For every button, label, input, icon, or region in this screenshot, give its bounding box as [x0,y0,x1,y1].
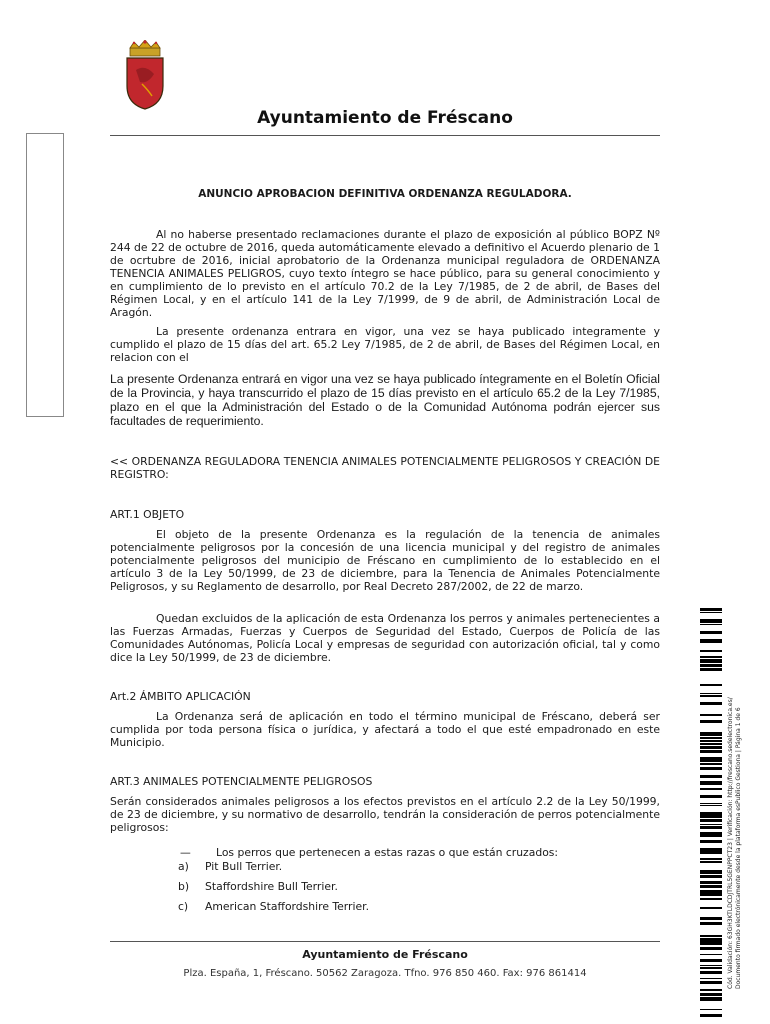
barcode-icon [700,608,722,1018]
footer-divider [110,941,660,942]
announcement-paragraph-2: La presente ordenanza entrara en vigor, una vez se haya publicado integramente y cumplido el plazo de 15 días del art. 65.2 Ley 7/1985, de 2 de abril, de Bases del Régimen Local, en relacion con el [110,325,660,364]
art3-paragraph-1: Serán considerados animales peligrosos a los efectos previstos en el artículo 2.2 de la Ley 50/1999, de 23 de diciembre, y su normativo de desarrollo, tendrán la consideración de perros potencialmente peligrosos: [110,795,660,834]
shield-icon [127,58,163,109]
art3-title: ART.3 ANIMALES POTENCIALMENTE PELIGROSOS [110,775,373,788]
art1-paragraph-2: Quedan excluidos de la aplicación de esta Ordenanza los perros y animales pertenecientes a las Fuerzas Armadas, Fuerzas y Cuerpos de Seguridad del Estado, Cuerpos de Policía de las Comunidades Autónomas, Policía Local y empresas de seguridad con autorización oficial, tal y como dice la Ley 50/1999, de 23 de diciembre. [110,612,660,664]
art2-paragraph-1: La Ordenanza será de aplicación en todo el término municipal de Fréscano, deberá ser cumplida por toda persona física o jurídica, y afectará a todo el que esté empadronado en este Municipio. [110,710,660,749]
footer-title: Ayuntamiento de Fréscano [302,948,468,961]
margin-box [26,133,64,417]
breed-name: American Staffordshire Terrier. [205,900,370,913]
announcement-paragraph-3: La presente Ordenanza entrará en vigor una vez se haya publicado íntegramente en el Boletín Oficial de la Provincia, y haya transcurrido el plazo de 15 días previsto en el artículo 65.2 de la Ley 7/1985, plazo en el que la Administración del Estado o de la Comunidad Autónoma podrán ejercer sus facultades de requerimiento. [110,372,660,428]
validation-line-1: Cód. Validación: 63GH3KTLDCDJTRL5GENPPCT23 | Verificación: http://frescano.sedelectronica.es/ [727,697,734,989]
breeds-intro: Los perros que pertenecen a estas razas o que están cruzados: [216,846,559,859]
breed-name: Pit Bull Terrier. [205,860,283,873]
art1-title: ART.1 OBJETO [110,508,185,521]
art2-title: Art.2 ÁMBITO APLICACIÓN [110,690,251,703]
validation-text [727,604,743,989]
breed-letter: b) [178,880,190,893]
header-divider [110,135,660,136]
list-dash: — [180,846,191,859]
breed-letter: c) [178,900,189,913]
page-title: Ayuntamiento de Fréscano [257,108,513,128]
breed-name: Staffordshire Bull Terrier. [205,880,338,893]
validation-line-2: Documento firmado electrónicamente desde la plataforma esPublico Gestiona | Página 1 de 6 [735,707,742,989]
footer-address: Plza. España, 1, Fréscano. 50562 Zaragoza. Tfno. 976 850 460. Fax: 976 861414 [183,968,587,979]
announcement-heading: ANUNCIO APROBACION DEFINITIVA ORDENANZA REGULADORA. [198,188,572,200]
art1-paragraph-1: El objeto de la presente Ordenanza es la regulación de la tenencia de animales potencialmente peligrosos por la concesión de una licencia municipal y del registro de animales potencialmente peligrosos del municipio de Fréscano en cumplimiento de lo establecido en el artículo 3 de la Ley 50/1999, de 23 de diciembre, para la Tenencia de Animales Potencialmente Peligrosos, y su Reglamento de desarrollo, por Real Decreto 287/2002, de 22 de marzo. [110,528,660,593]
crown-icon [130,40,160,56]
announcement-paragraph-1: Al no haberse presentado reclamaciones durante el plazo de exposición al público BOPZ Nº 244 de 22 de octubre de 2016, queda automáticamente elevado a definitivo el Acuerdo plenario de 1 de ocrtubre de 2016, inicial aprobatorio de la Ordenanza municipal reguladora de ORDENANZA TENENCIA ANIMALES PELIGROS, cuyo texto íntegro se hace público, para su general conocimiento y en cumplimiento de lo previsto en el artículo 70.2 de la Ley 7/1985, de 2 de abril, de Bases del Régimen Local, y en el artículo 141 de la Ley 7/1999, de 9 de abril, de Administración Local de Aragón. [110,228,660,319]
ordinance-title: << ORDENANZA REGULADORA TENENCIA ANIMALES POTENCIALMENTE PELIGROSOS Y CREACIÓN DE REGISTRO: [110,455,660,481]
breed-letter: a) [178,860,189,873]
coat-of-arms-logo [122,40,168,110]
